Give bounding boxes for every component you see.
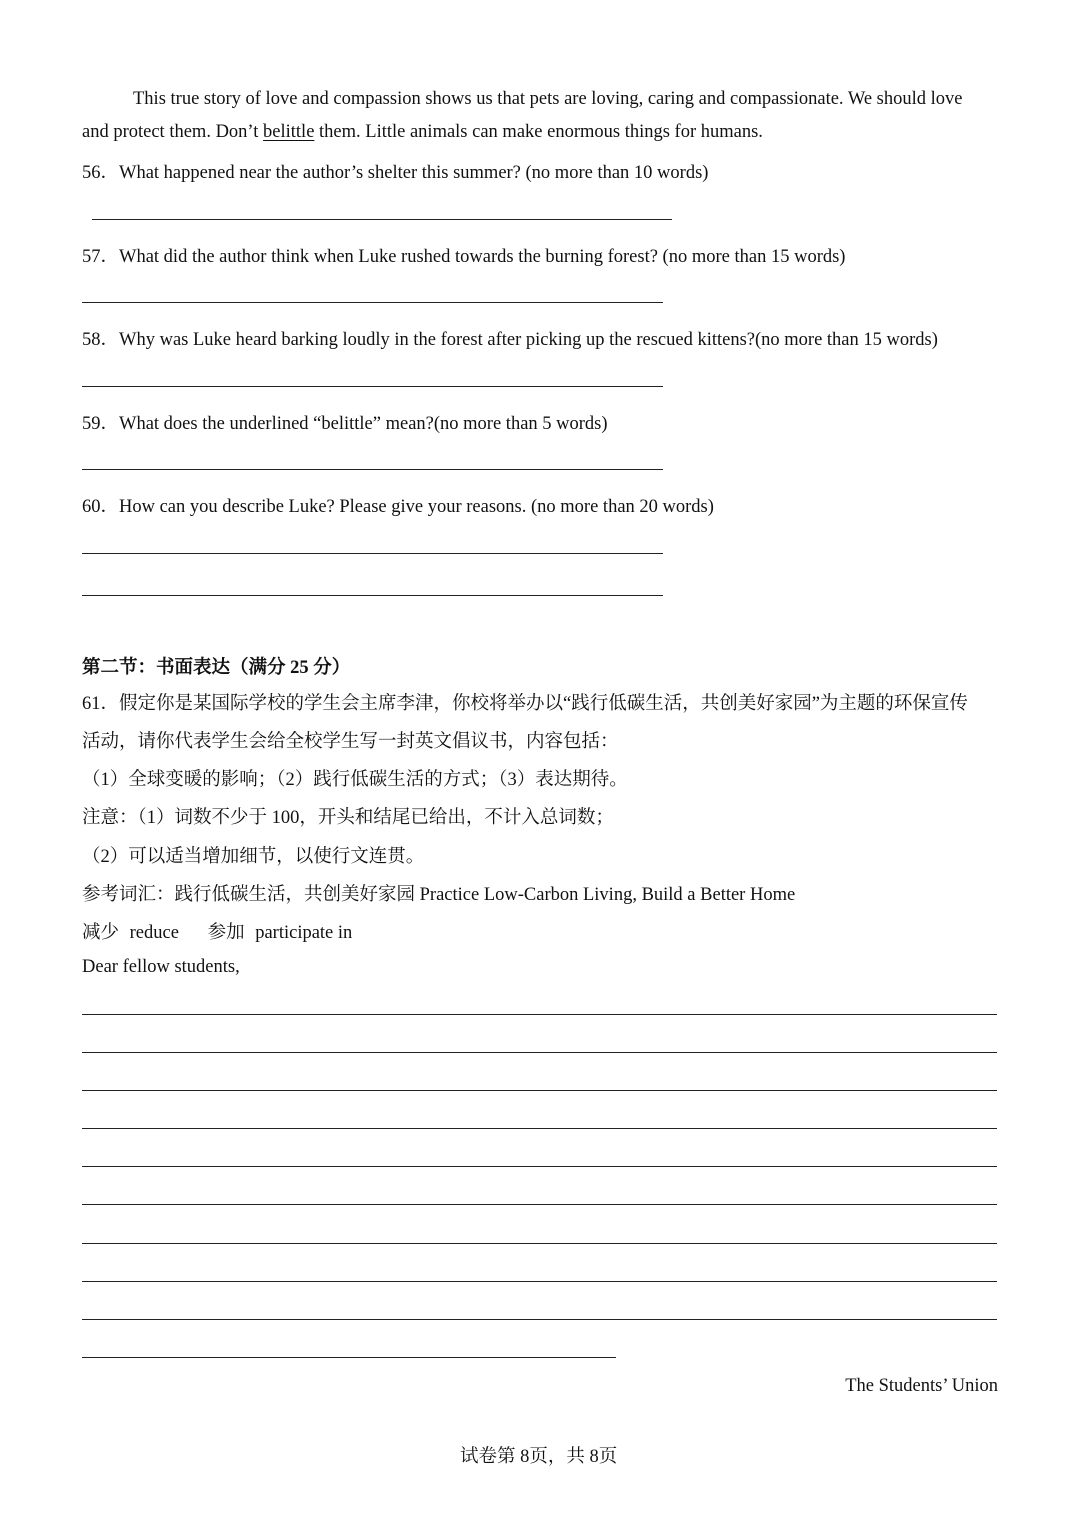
writing-line[interactable] xyxy=(82,1281,997,1282)
signature: The Students’ Union xyxy=(845,1376,998,1396)
answer-line-60a[interactable] xyxy=(82,553,663,554)
question-57: 57．What did the author think when Luke rushed towards the burning forest? (no more than 15 words) xyxy=(82,247,846,267)
vocab-reduce-en: reduce xyxy=(129,923,179,943)
passage-line-2-start: and protect them. Don’t xyxy=(82,122,264,142)
question-59: 59．What does the underlined “belittle” mean?(no more than 5 words) xyxy=(82,414,608,434)
writing-line[interactable] xyxy=(82,1128,997,1129)
writing-line[interactable] xyxy=(82,1166,997,1167)
vocabulary-line: 参考词汇：践行低碳生活，共创美好家园 Practice Low-Carbon Living, Build a Better Home xyxy=(82,885,796,905)
writing-line[interactable] xyxy=(82,1319,997,1320)
writing-line-short[interactable] xyxy=(82,1357,616,1358)
passage-line-1: This true story of love and compassion shows us that pets are loving, caring and compassionate. We should love xyxy=(133,89,963,109)
writing-line[interactable] xyxy=(82,1204,997,1205)
vocab-participate-cn: 参加 xyxy=(207,923,245,943)
answer-line-58[interactable] xyxy=(82,386,663,387)
vocab-reduce-cn: 减少 xyxy=(82,923,120,943)
vocabulary-line-2 xyxy=(82,918,352,944)
vocab-participate-en: participate in xyxy=(255,923,353,943)
underlined-word-belittle: belittle xyxy=(263,122,315,142)
writing-line[interactable] xyxy=(82,1090,997,1091)
question-58: 58．Why was Luke heard barking loudly in the forest after picking up the rescued kittens?(no more than 15 words) xyxy=(82,330,938,350)
page-footer: 试卷第 8页，共 8页 xyxy=(460,1447,618,1467)
salutation: Dear fellow students, xyxy=(82,957,240,977)
writing-line[interactable] xyxy=(82,1014,997,1015)
question-56: 56．What happened near the author’s shelter this summer? (no more than 10 words) xyxy=(82,163,709,183)
note-2: （2）可以适当增加细节，以使行文连贯。 xyxy=(82,847,425,867)
task-line-1: 61．假定你是某国际学校的学生会主席李津，你校将举办以“践行低碳生活，共创美好家园”为主题的环保宣传 xyxy=(82,694,968,714)
answer-line-56[interactable] xyxy=(92,219,672,220)
answer-line-59[interactable] xyxy=(82,469,663,470)
answer-line-57[interactable] xyxy=(82,302,663,303)
passage-line-2 xyxy=(82,122,763,143)
section-title: 第二节：书面表达（满分 25 分） xyxy=(82,658,351,678)
question-60: 60．How can you describe Luke? Please give your reasons. (no more than 20 words) xyxy=(82,497,714,517)
note-1: 注意：（1）词数不少于 100，开头和结尾已给出，不计入总词数； xyxy=(82,808,614,828)
content-points: （1）全球变暖的影响；（2）践行低碳生活的方式；（3）表达期待。 xyxy=(82,770,628,790)
writing-line[interactable] xyxy=(82,1052,997,1053)
task-line-2: 活动，请你代表学生会给全校学生写一封英文倡议书，内容包括： xyxy=(82,732,619,752)
writing-line[interactable] xyxy=(82,1243,997,1244)
passage-line-2-end: them. Little animals can make enormous things for humans. xyxy=(314,122,763,142)
answer-line-60b[interactable] xyxy=(82,595,663,596)
